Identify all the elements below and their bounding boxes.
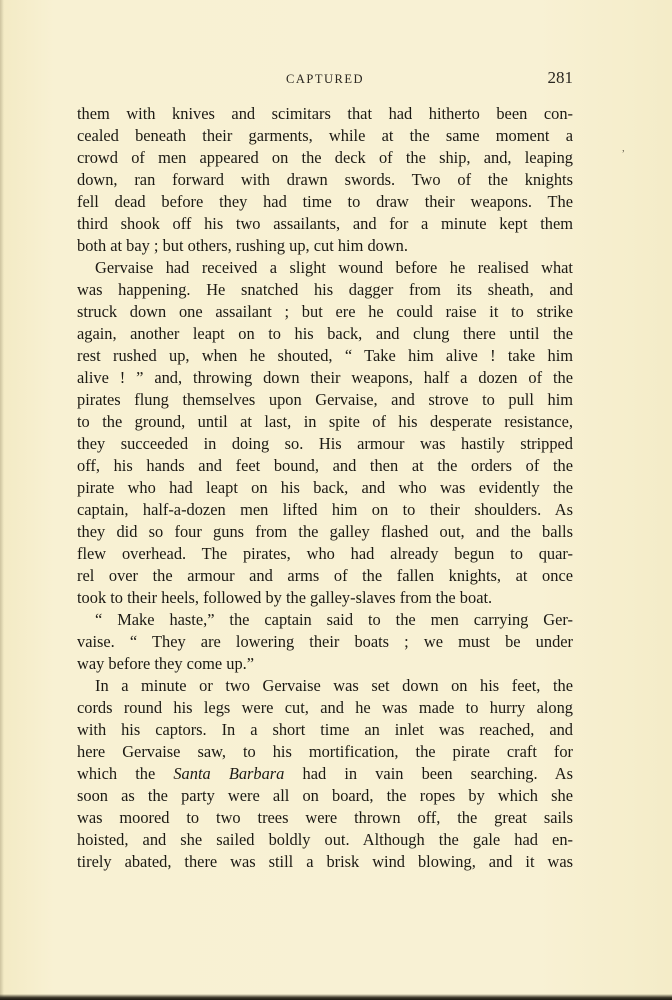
text-line — [77, 763, 573, 785]
text-line: them with knives and scimitars that had hitherto been con- — [77, 104, 573, 123]
text-line: they succeeded in doing so. His armour was hastily stripped — [77, 434, 573, 453]
text-line: here Gervaise saw, to his mortification, the pirate craft for — [77, 742, 573, 761]
text-line: captain, half-a-dozen men lifted him on to their shoulders. As — [77, 500, 573, 519]
text-line: pirate who had leapt on his back, and who was evidently the — [77, 478, 573, 497]
text-line: took to their heels, followed by the galley-slaves from the boat. — [77, 588, 493, 607]
text-line: to the ground, until at last, in spite of his desperate resistance, — [77, 412, 573, 431]
page-bottom-edge — [0, 994, 672, 1000]
running-head — [77, 68, 573, 90]
text-line: way before they come up.” — [77, 654, 255, 673]
text-line: In a minute or two Gervaise was set down on his feet, the — [95, 676, 573, 695]
line-text-before-italic: which the — [77, 764, 174, 783]
text-line: pirates flung themselves upon Gervaise, and strove to pull him — [77, 390, 573, 409]
text-line: hoisted, and she sailed boldly out. Although the gale had en- — [77, 830, 573, 849]
ship-name-italic: Santa Barbara — [173, 764, 285, 783]
text-line: rel over the armour and arms of the fallen knights, at once — [77, 566, 573, 585]
text-line: fell dead before they had time to draw their weapons. The — [77, 192, 573, 211]
page-gutter-shadow — [0, 0, 4, 1000]
text-line: cords round his legs were cut, and he was made to hurry along — [77, 698, 573, 717]
text-line: rest rushed up, when he shouted, “ Take him alive ! take him — [77, 346, 573, 365]
running-title: CAPTURED — [286, 72, 364, 86]
margin-mark: , — [622, 142, 625, 154]
text-line: off, his hands and feet bound, and then at the orders of the — [77, 456, 573, 475]
text-line: soon as the party were all on board, the ropes by which she — [77, 786, 573, 805]
text-line: crowd of men appeared on the deck of the ship, and, leaping — [77, 148, 573, 167]
text-line: third shook off his two assailants, and for a minute kept them — [77, 214, 573, 233]
text-line: was moored to two trees were thrown off, the great sails — [77, 808, 573, 827]
text-line: struck down one assailant ; but ere he could raise it to strike — [77, 302, 573, 321]
text-line: again, another leapt on to his back, and clung there until the — [77, 324, 573, 343]
text-line: “ Make haste,” the captain said to the men carrying Ger- — [95, 610, 573, 629]
page-number: 281 — [547, 68, 573, 87]
text-line: Gervaise had received a slight wound before he realised what — [95, 258, 573, 277]
text-line: they did so four guns from the galley flashed out, and the balls — [77, 522, 573, 541]
text-line: vaise. “ They are lowering their boats ; we must be under — [77, 632, 573, 651]
text-line: down, ran forward with drawn swords. Two of the knights — [77, 170, 573, 189]
text-line: with his captors. In a short time an inlet was reached, and — [77, 720, 573, 739]
text-line: both at bay ; but others, rushing up, cut him down. — [77, 236, 408, 255]
text-line: was happening. He snatched his dagger from its sheath, and — [77, 280, 573, 299]
body-text — [77, 103, 573, 873]
text-line: tirely abated, there was still a brisk wind blowing, and it was — [77, 852, 573, 871]
line-text-after-italic: had in vain been searching. As — [284, 764, 574, 783]
text-line: alive ! ” and, throwing down their weapons, half a dozen of the — [77, 368, 573, 387]
text-line: flew overhead. The pirates, who had already begun to quar- — [77, 544, 573, 563]
text-line: cealed beneath their garments, while at the same moment a — [77, 126, 573, 145]
